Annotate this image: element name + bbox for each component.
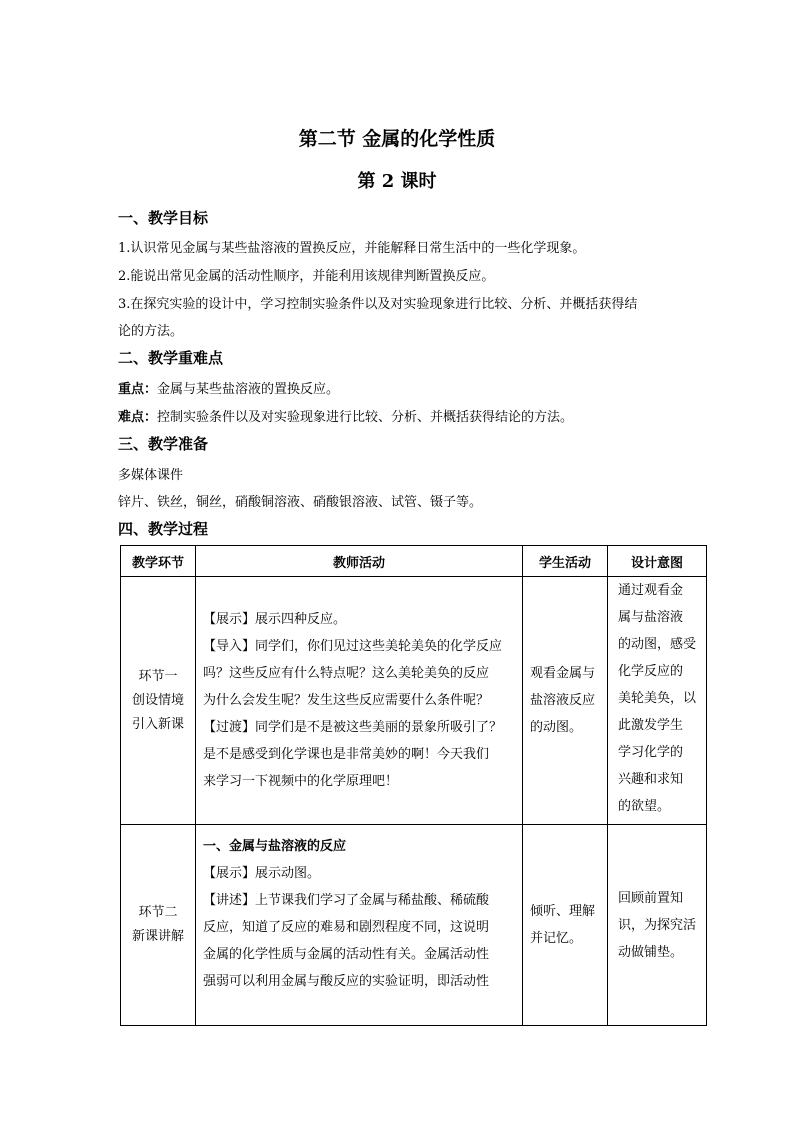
difficult-point-label: 难点： [118,410,158,425]
header-stage: 教学环节 [121,546,196,577]
student-activity-cell: 倾听、理解 并记忆。 [523,825,608,1026]
stage-cell: 环节一 创设情境 引入新课 [121,577,196,825]
section-heading-key-points: 二、教学重难点 [118,349,224,367]
table-row [121,577,707,825]
design-intent-cell: 通过观看金 属与盐溶液 的动图，感受 化学反应的 美轮美奂，以 此激发学生 学习化学的 兴趣和求知 的欲望。 [608,577,707,825]
preparation-item-1: 多媒体课件 [118,468,184,483]
stage-cell: 环节二 新课讲解 [121,825,196,1026]
teacher-activity-cell: 【展示】展示四种反应。 【导入】同学们，你们见过这些美轮美奂的化学反应 吗？这些反应有什么特点呢？这么美轮美奂的反应 为什么会发生呢？发生这些反应需要什么条件呢？ 【过渡】同学们是不是被这些美丽的景象所吸引了？ 是不是感受到化学课也是非常美妙的啊！今天我们 来学习一下视频中的化学原理吧！ [196,577,523,825]
table-header-row [121,546,707,577]
page-subtitle: 第 2 课时 [357,171,437,192]
teacher-subheading: 一、金属与盐溶液的反应 [203,839,347,854]
goal-item-3: 3.在探究实验的设计中，学习控制实验条件以及对实验现象进行比较、分析、并概括获得结 [118,297,638,312]
difficult-point-line [118,406,573,425]
goal-item-3-cont: 论的方法。 [118,324,184,339]
page-title: 第二节 金属的化学性质 [298,128,496,150]
teaching-process-table [120,545,707,1026]
goal-item-1: 1.认识常见金属与某些盐溶液的置换反应，并能解释日常生活中的一些化学现象。 [118,241,586,256]
section-heading-goals: 一、教学目标 [118,209,209,227]
header-student-activity: 学生活动 [523,546,608,577]
key-point-label: 重点： [118,382,158,397]
key-point-line [118,378,339,397]
section-heading-preparation: 三、教学准备 [118,435,209,453]
section-heading-process: 四、教学过程 [118,520,209,538]
design-intent-cell: 回顾前置知 识，为探究活 动做铺垫。 [608,825,707,1026]
student-activity-cell: 观看金属与 盐溶液反应 的动图。 [523,577,608,825]
key-point-text: 金属与某些盐溶液的置换反应。 [157,382,340,397]
header-teacher-activity: 教师活动 [196,546,523,577]
header-design-intent: 设计意图 [608,546,707,577]
difficult-point-text: 控制实验条件以及对实验现象进行比较、分析、并概括获得结论的方法。 [157,410,574,425]
goal-item-2: 2.能说出常见金属的活动性顺序，并能利用该规律判断置换反应。 [118,269,495,284]
table-row [121,825,707,1026]
teacher-activity-cell: 一、金属与盐溶液的反应 【展示】展示动图。 【讲述】上节课我们学习了金属与稀盐酸、稀硫酸 反应，知道了反应的难易和剧烈程度不同，这说明 金属的化学性质与金属的活动性有关。金属活动性 强弱可以利用金属与酸反应的实验证明，即活动性 [196,825,523,1026]
preparation-item-2: 锌片、铁丝，铜丝，硝酸铜溶液、硝酸银溶液、试管、镊子等。 [118,495,483,510]
